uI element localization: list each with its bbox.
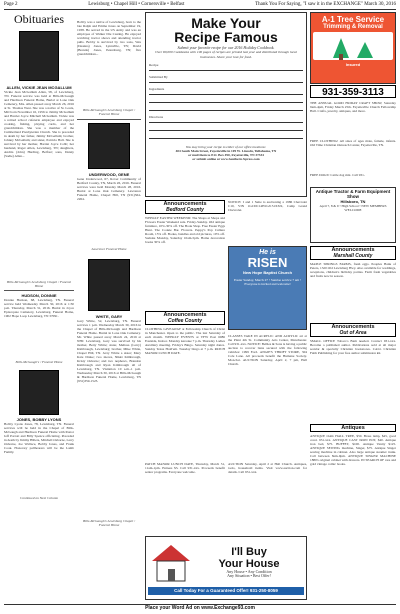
section-marshall-title: Announcements (331, 247, 375, 253)
section-antiques: Antiques (310, 424, 396, 432)
easter-ad: He is RISEN New Hope Baptist Church Easter Sunday, March 27 • Sunrise service 7 am • Everyone is invited and welcome! (228, 246, 307, 330)
classified-notice-1: NOTICE: I and 1 Suite is auctioning a 1986 Chevrolet C10, VIN 1GCDC14H1GJ151XXX, Camp Grand Chevrolet. (228, 200, 307, 212)
ill-buy-house-ad (145, 536, 307, 600)
tree-service-ad (310, 12, 396, 84)
section-coffee-sub: Coffee County (167, 318, 203, 324)
classifieds-right-column (310, 101, 396, 606)
section-coffee (145, 311, 225, 325)
page-header (4, 2, 396, 10)
directions-field[interactable]: Directions (149, 115, 303, 123)
announcements-column-c (145, 462, 225, 534)
classified-auction: AUCTION Saturday, April 2 at Hall Church. Antiques, tools, household items. Visit www.auction.com for details. Call 931-xxx. (228, 462, 307, 474)
section-bedford-sub: Bedford County (166, 207, 204, 213)
obituary-photo-white (88, 259, 130, 311)
announcements-column-d (228, 462, 307, 534)
obituary-body-continued: Bobby was a native of Lewisburg, born to the late Ralph and Emma Jones on September 19, 1938. He served in the US Army and was an employee of Walker Die Casting. He enjoyed watching tractor shows and attending tractor pulls. Bobby is survived by two sons, Wes (Deanna) Jones, Lynnville, TN; David (Brenda) Jones, Petersburg, TN; five grandchildren... (77, 20, 141, 56)
funeral-home-logo-4: Lawrence Funeral Home (91, 247, 127, 251)
tree-icon (313, 32, 393, 60)
section-bedford (145, 200, 225, 214)
classified-patch-manor: PATCH MANOR LUNCH DATE, Thursday, March 31, 11am-1pm. Entrees $5. Call 931-xxx. Proceeds benefit senior programs. Everyone welcome. (145, 462, 225, 474)
obituary-photo-jones (19, 370, 59, 415)
section-other-title: Announcements (331, 324, 375, 330)
obituaries-title: Obituaries (14, 12, 64, 26)
risen-line-1: He is (259, 249, 276, 256)
recipe-address-1: 404 South Main Street, Fayetteville in 109 W. Lincoln, Tullahoma, TN (175, 149, 277, 153)
obituaries-column-1 (4, 12, 74, 608)
classified-bedford: WEEKLY EASTER WEEKEND: The Shops at Shops and Flowers Easter Weekend sale. Friday-Sunday. Old antique furniture, 10%-30% off. The Book Shop. Free Easter Eggs Hunt. The Cookie Bar. Flowers. Peppy's Pop Culture Room, 15% off. Books, bundles and old pictures, 10% off. Sudoku Monday, Saturday 10am-5pm. Home decoration books 30% off. (145, 216, 225, 244)
antique-show-location: Hillsboro, TN (340, 199, 366, 204)
recipe-address-3: or submit online at www.Southern.Xpress.com (192, 157, 260, 161)
antique-show-ad: Antique Tractor & Farm Equipment Show Hillsboro, TN April 7, 8 & 9 • High School • NEW MEMBERS WELCOME (310, 187, 396, 243)
funeral-home-logo-5: Bills-McGaugh's Lewisburg Chapel / Funeral Home (82, 519, 136, 527)
continued-note: Continued on Next Column (19, 496, 59, 500)
classified-coffee: CLOTHING GIVEAWAY at Fellowship Church of Christ in Manchester. Open to the public. The last Saturday of each month. WEEKLY EVENTS at VFW Post 6086 Eastside, Indoor. Monday karaoke 7 p.m. Thursday Ladies Auxiliary meeting. Friday's Bingo. Saturday night dance. Sunday Texas Hold'em. Tuesday bingo at 7 p.m. PATCH MANOR LUNCH DATE. (145, 327, 225, 355)
classified-free-clothing: FREE CLOTHING! All sizes of ages male, female, infants. Old Time Christian Outreach Center, Fayetteville, TN. (310, 139, 396, 147)
classified-dogs: FREE DOGS! Cattle dog mix. Call 931- (310, 173, 365, 177)
page-number: Page 2 (4, 2, 18, 7)
obituary-body-underwood: Gene Underwood, 67, Rover Community of Bedford County, TN, March 26, 2016. Funeral services were held Monday March 28, 2016. Burial at Lone Oak Cemetery. Lawrence Funeral Home, Chapel Hill, TN (931)364-2264. (77, 177, 141, 201)
recipe-address-2: or mail them to P.O. Box 490, Fayetteville, TN 37334 (188, 153, 264, 157)
funeral-home-logo-1: Bills-McGaugh's Lewisburg Chapel / Funeral Home (6, 280, 72, 288)
obituary-body-allen: Vickie Jean McGallum Allen, 58, of Lewisburg, TN. Funeral service was held at Bills-McGaugh and Hardison Funeral Home, Burial at Lone Oak Cemetery, Mrs. Allen passed away March 26, 2016 at St. Thomas West. She was a native of St. Louis, MO born November 16, 1956 to Jimmy McGallum and Harriet Joyce Mitchell McGallum. Vickie was a retired school cafeteria employee and enjoyed cooking, fishing, playing cards, and her grandchildren. She was a member of the Cumberland Presbyterian Church. She is preceded in death by her father, Jimmy McGallum; brother, Johnny McGallum; and sister, Patricia Hall. She is survived by her mother, Harriet Joyce Cobb; her husband, Roger Allen, Lewisburg, TN; daughters, Andria (John) Harding, Belfast; sons, Danny (Sadie) Allen... (4, 90, 74, 158)
house-icon (148, 539, 194, 585)
obituary-body-hudson: Donnie Hudson, 68, Lewisburg, TN. Funeral service held Wednesday March 30, 2016 at 1:30 p.m. Thursday, March 31, 2016. Burial in Joyce Episcopate Cemetery, Lewisburg. Funeral Home, 1902 Hope Loop Lewisburg, TN 37091. (4, 298, 74, 318)
announcements-column-b (228, 200, 307, 460)
tree-ad-title: A-1 Tree Service (321, 15, 385, 24)
risen-church: New Hope Baptist Church (242, 270, 293, 275)
section-marshall-sub: Marshall County (333, 253, 373, 259)
recipe-form (149, 63, 303, 139)
obituaries-column-2 (77, 12, 141, 608)
classified-yard-sale: THE ANNUAL GOOD FRIDAY CRAFT SHOW, Saturday 9am-4pm, Friday March 25th. Fayetteville Church Fellowship Hall. Crafts, jewelry, antiques, and more. (310, 101, 396, 113)
antique-show-title: Antique Tractor & Farm Equipment Show (315, 189, 391, 199)
submitted-by-field[interactable]: Submitted By (149, 75, 303, 83)
obituary-photo-underwood (88, 123, 130, 169)
obituary-name-hudson: HUDSON, DONNIE (21, 293, 57, 298)
recipe-ad-intro: Submit your favorite recipe for our 2016 Holiday Cookbook. (177, 45, 275, 50)
obituary-name-allen: ALLEN, VICKIE JEAN MCGALLUM (6, 85, 72, 90)
section-other-sub: Out of Area (339, 330, 367, 336)
ill-buy-phone-bar[interactable]: Call Today For a Guaranteed Offer! 931-250-8059 (148, 587, 304, 595)
tree-ad-note: Insured (345, 62, 361, 67)
obituary-body-jones: Bobby Lyons Jones, 78, Lewisburg, TN. Funeral services will be held in the Chapel of Bills-McGaugh and Hardison Funeral Home with Pastor Jeff Parrott and Billy Spence officiating. Preceded in death by Jimmy Hillers, Mitchell Osborne, Larry Osborne, Joe Wallace, Bobby Jones, and Frank Cook. Honorary pallbearers will be the Lamb Family. (4, 422, 74, 454)
ingredients-field[interactable]: Ingredients (149, 87, 303, 95)
recipe-ad-intro2: Over 80,000 Cookbooks with 196 pages of recipes are printed last year and distributed through local businesses. Share your love for food. (155, 50, 297, 59)
obituary-name-white: WHITE, GARY (95, 314, 123, 319)
section-marshall (310, 246, 396, 260)
funeral-home-logo-3: Bills-McGaugh's Lewisburg Chapel / Funeral Home (82, 108, 136, 116)
paper-towns: Lewisburg • Chapel Hill • Cornersville • Belfast (88, 2, 185, 7)
announcements-column-a (145, 200, 225, 460)
classified-notice-2: CLASSES TAKE IN ACRYLIC AND ACRYLIC art at the Plant 4th St. Community Arts Center, Manchester. Call 931-xxx. NOTICE: Bellies & Sons is having a public auction to recover liens secured with the following vehicles: 1999 Ford. ANGIE'S THRIFT STORE, 304 Cole Lane. All proceeds benefit the Humane Society. Mon-Sat. AUCTION Saturday, April 2, 7 pm, Hall Church. (228, 334, 307, 366)
ill-buy-line-2: Your House (218, 557, 280, 570)
section-bedford-title: Announcements (163, 201, 207, 207)
classified-out-of-area: SMALL OFFICE Tobacco Bam needed. Contact 931-xxx. Become a published author. Publications sold at all major secular & specialty Christian bookstores. CALL Christian Faith Publishing for your free author submission kit. (310, 339, 396, 355)
obituary-body-white: Gary White, 52, Lewisburg, TN. Funeral services 1 p.m. Wednesday March 30, 2016 in the Chapel of Bills-McGaugh and Hardison Funeral Home. Burial in Lone Oak Cemetery. Mr. White passed away March 24, 2016 at NHC Lewisburg. Gary was survived by his mother, Betty White; sister, Melissa (Larry) Kimbrough, Lewisburg; brother, Mike White, Chapel Hill, TN. Jerry White a sister; Mary Kate Drake; two nieces, Nikki Kimbrough, Kristy Osborne; and two nephews, Brandon Kimbrough and Ryan Kimbrough all of Lewisburg, TN. Visitation 10 a.m.-1 p.m. Wednesday March 30, 2016 at Bills-McGaugh & Hardison Funeral Home, Lewisburg, TN (931)359-1523. (77, 319, 141, 383)
section-coffee-title: Announcements (163, 312, 207, 318)
tree-ad-phone[interactable]: 931-359-3113 (310, 85, 396, 98)
obituary-name-underwood: UNDERWOOD, GENE (88, 172, 130, 177)
risen-line-2: RISEN (247, 255, 288, 270)
obituary-name-jones: JONES, BOBBY LYONS (16, 417, 62, 422)
classified-antiques: ANTIQUE OAK HALL TREE, $50. Brass lamp, $45, good cond. 931-xxx. ANTIQUE CAST IRON POT, $40. Antique iron bed, $75. BUFFET, $100. Antique Vanity $125. ANTIQUE SEWING machine, Singer, $75. Antique Singer sewing machine in cabinet. Also large antique steamer trunk. Call between 8am-9pm. ANTIQUE SINGER MACHINE 1880's original cabinet with drawers. IN SEARCH OF rare and gold vintage comic books. (310, 434, 396, 466)
recipe-mail-note: You may bring your recipe to either of our office locations: (186, 145, 266, 149)
page-footer[interactable]: Place your Word Ad on www.Exchange93.com (4, 604, 396, 613)
funeral-home-logo-2: Bills-McGaugh's / Funeral Home (15, 360, 63, 364)
obituary-photo-allen (19, 31, 59, 81)
section-out-of-area (310, 323, 396, 337)
recipe-ad-title-2: Recipe Famous (174, 29, 278, 45)
recipe-ad-title-1: Make Your (191, 15, 261, 31)
recipe-ad (145, 12, 307, 197)
ill-buy-line-3: Any House • Any Condition (226, 569, 272, 574)
classified-marshall: MAPLE SPRINGS FARMS, fresh eggs. Peoples Bank of Peters, 1320 Old Lewisburg Hwy. Also available for weddings, receptions, children's birthday parties. Farm fresh vegetables and fruits now in season. (310, 262, 396, 278)
tree-ad-sub: Trimming & Removal (323, 24, 383, 30)
recipe-field[interactable]: Recipe (149, 63, 303, 71)
ill-buy-line-1: I'll Buy (231, 545, 267, 558)
header-tagline: Thank You For Saying, "I saw it in the EXCHANGE" March 30, 2016 (255, 2, 396, 7)
ill-buy-line-4: Any Situation • Best Offer! (227, 573, 271, 578)
